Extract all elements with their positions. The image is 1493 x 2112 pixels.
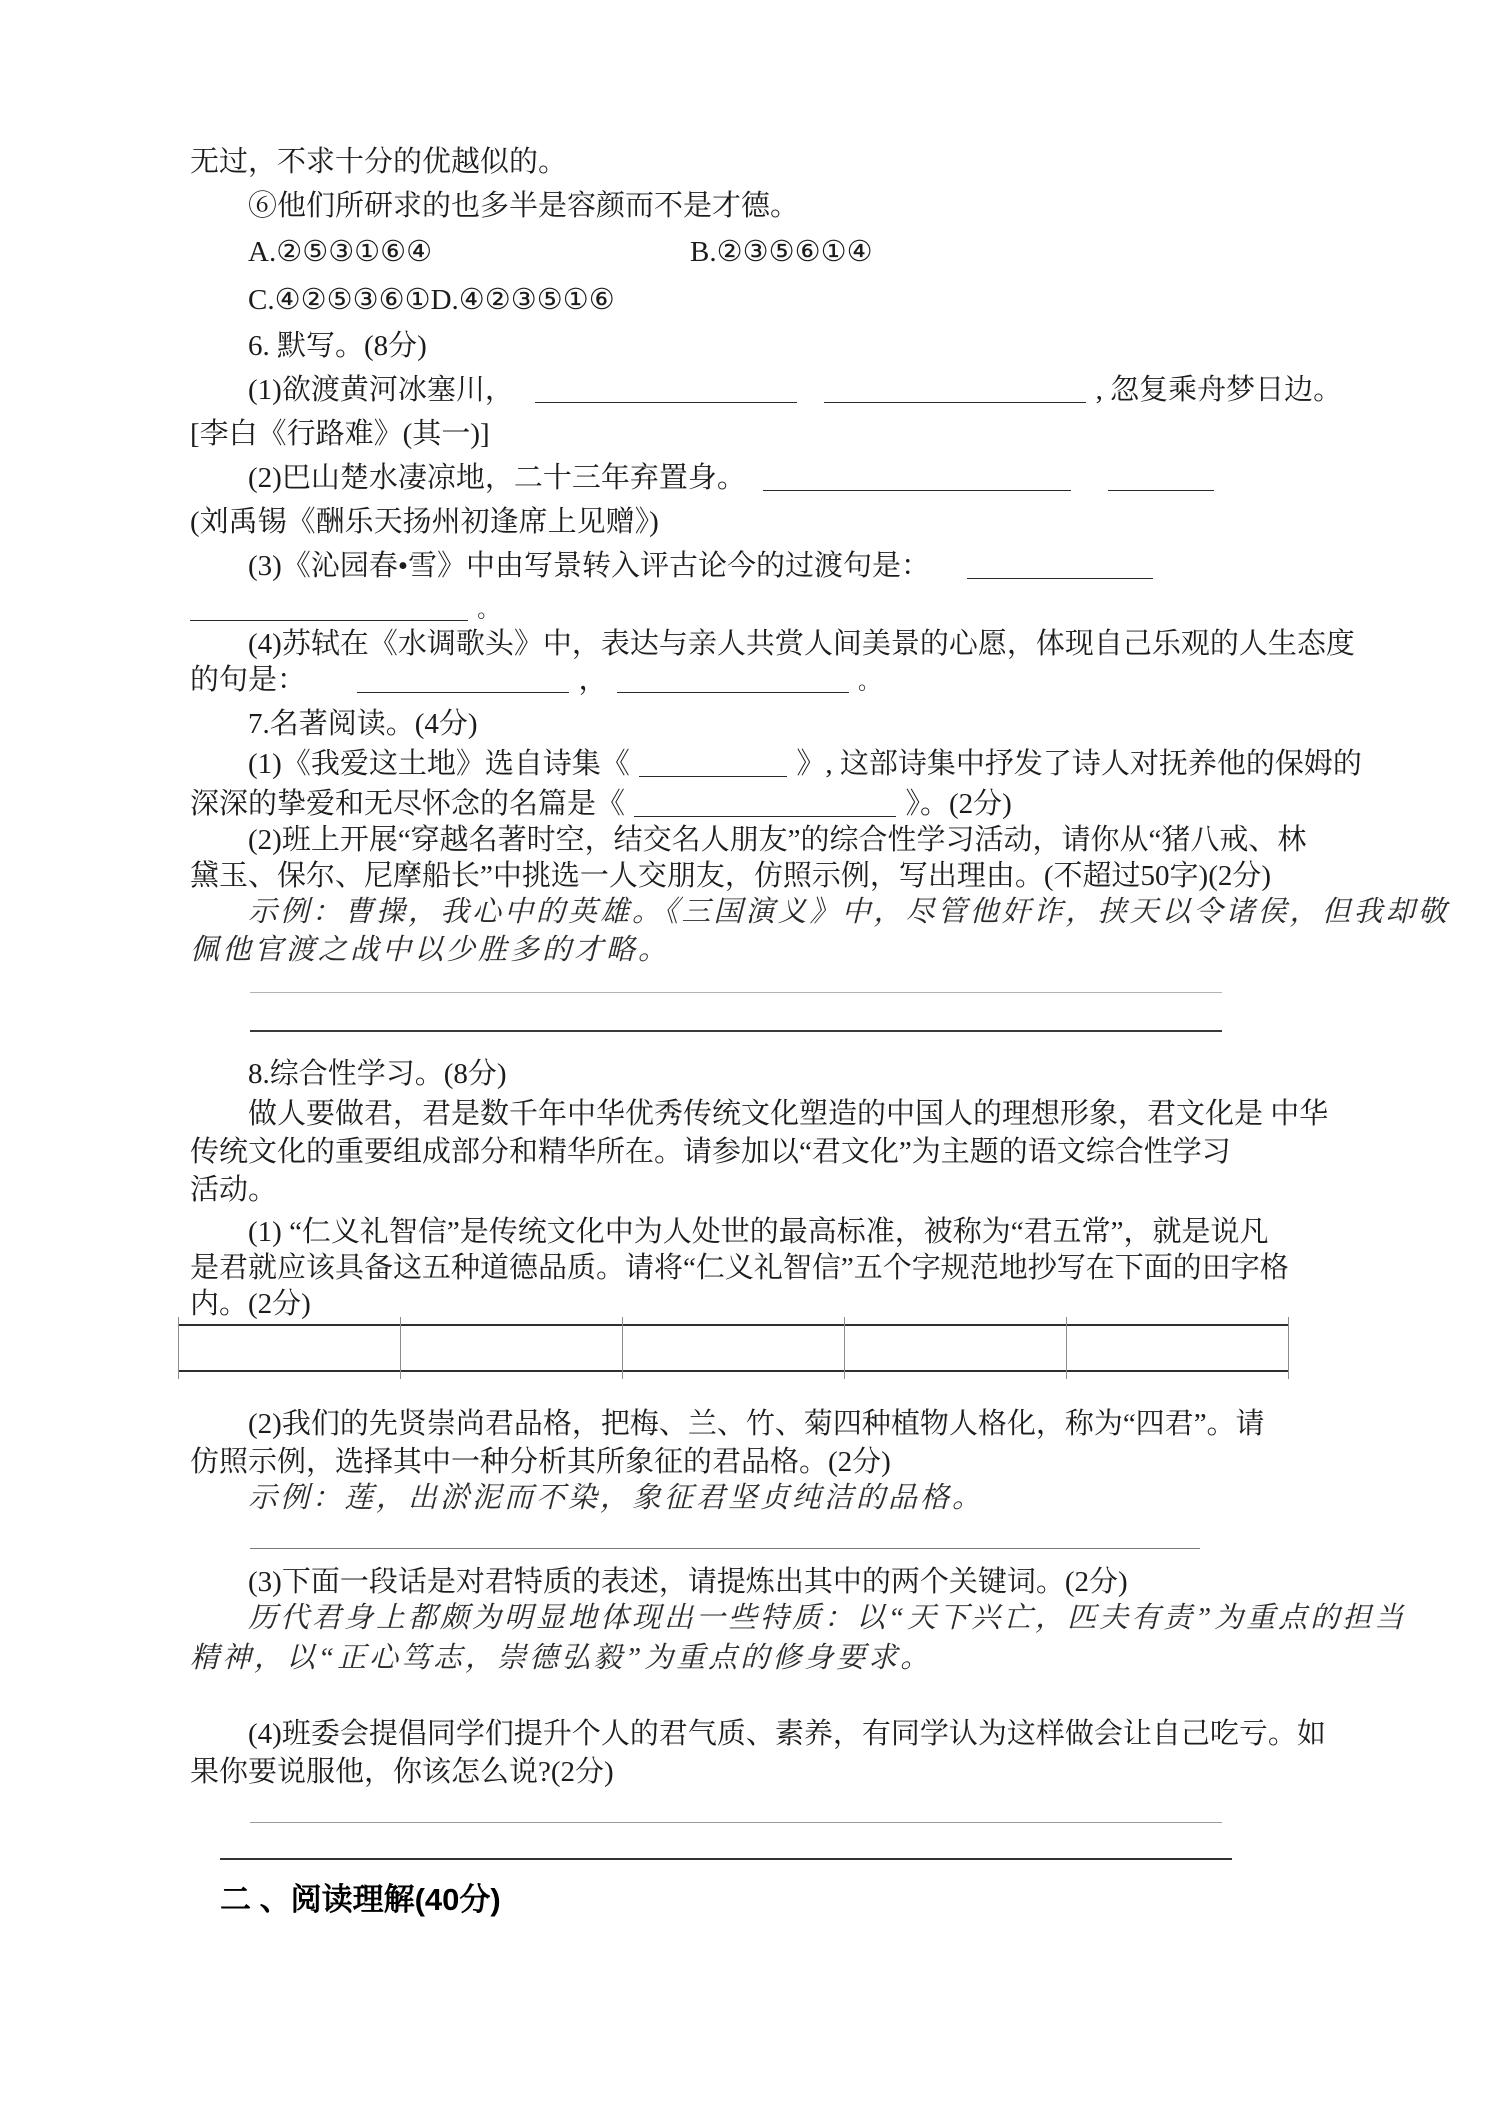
answer-line: [250, 1030, 1222, 1032]
q8-item2-line1: (2)我们的先贤崇尚君品格，把梅、兰、竹、菊四种植物人格化，称为“四君”。请: [248, 1408, 1265, 1440]
q7-item1-mid: 》, 这部诗集中抒发了诗人对抚养他的保姆的: [796, 748, 1362, 780]
answer-line: [250, 992, 1222, 993]
answer-blank: [639, 776, 787, 777]
q6-item4-line2: [190, 660, 880, 702]
q6-title: 6. 默写。(8分): [248, 330, 427, 362]
q8-item1-line1: (1) “仁义礼智信”是传统文化中为人处世的最高标准，被称为“君五常”，就是说凡: [248, 1216, 1269, 1248]
q5-stem-tail: 无过，不求十分的优越似的。: [190, 146, 568, 178]
q7-item1-pre: (1)《我爱这土地》选自诗集《: [248, 748, 630, 780]
q8-item1-line2: 是君就应该具备这五种道德品质。请将“仁义礼智信”五个字规范地抄写在下面的田字格: [190, 1252, 1289, 1284]
q6-item2-text: (2)巴山楚水凄凉地，二十三年弃置身。: [248, 462, 746, 494]
q7-example-line1: 示例：曹操，我心中的英雄。《三国演义》中，尽管他奸诈，挟天以令诸侯，但我却敬: [248, 896, 1450, 928]
q6-item4-comma: ，: [578, 664, 608, 696]
answer-blank: [617, 692, 849, 693]
grid-cell: [622, 1326, 844, 1370]
q5-option-a: A.②⑤③①⑥④: [248, 236, 433, 268]
grid-cell: [844, 1326, 1066, 1370]
q8-item4-line2: 果你要说服他，你该怎么说?(2分): [190, 1756, 614, 1788]
q6-item1-tail: , 忽复乘舟梦日边。: [1095, 374, 1343, 406]
q8-intro-line1: 做人要做君，君是数千年中华优秀传统文化塑造的中国人的理想形象，君文化是 中华: [248, 1098, 1329, 1130]
q6-item3: [190, 546, 1155, 586]
grid-cell: [178, 1326, 400, 1370]
q6-item4-period: 。: [858, 669, 881, 694]
q7-item2-line2: 黛玉、保尔、尼摩船长”中挑选一人交朋友，仿照示例，写出理由。(不超过50字)(2分): [190, 860, 1272, 892]
q7-example-line2: 佩他官渡之战中以少胜多的才略。: [190, 934, 671, 966]
q6-item1-source: [李白《行路难》(其一)]: [190, 418, 490, 450]
q6-item4-lead: 的句是：: [190, 664, 307, 696]
q5-options-ab: [190, 232, 1348, 272]
q5-sentence-6: ⑥他们所研求的也多半是容颜而不是才德。: [248, 190, 800, 222]
answer-blank: [967, 578, 1153, 579]
q8-item4-line1: (4)班委会提倡同学们提升个人的君气质、素养，有同学认为这样做会让自己吃亏。如: [248, 1718, 1326, 1750]
q7-item1-line1: [190, 744, 1362, 784]
answer-line: [220, 1858, 1232, 1860]
q8-item2-line2: 仿照示例，选择其中一种分析其所象征的君品格。(2分): [190, 1446, 891, 1478]
answer-line: [250, 1822, 1222, 1823]
writing-grid: [178, 1324, 1288, 1372]
q7-item1-line2-pre: 深深的挚爱和无尽怀念的名篇是《: [190, 788, 626, 820]
q8-title: 8.综合性学习。(8分): [248, 1058, 507, 1090]
answer-line: [250, 1548, 1200, 1549]
section-2-heading: 二 、阅读理解(40分): [220, 1882, 501, 1917]
answer-blank: [824, 402, 1086, 403]
q6-item1: [190, 370, 1342, 410]
q7-item1-line2-post: 》。(2分): [905, 788, 1012, 820]
answer-blank: [190, 620, 468, 621]
q7-item2-line1: (2)班上开展“穿越名著时空，结交名人朋友”的综合性学习活动，请你从“猪八戒、林: [248, 824, 1307, 856]
q7-item1-line2: [190, 784, 1012, 824]
q6-item3-text: (3)《沁园春•雪》中由写景转入评古论今的过渡句是：: [248, 550, 930, 582]
answer-blank: [763, 490, 1071, 491]
q8-item3-quote2: 精神，以“正心笃志，崇德弘毅”为重点的修身要求。: [190, 1642, 933, 1674]
q8-intro-line2: 传统文化的重要组成部分和精华所在。请参加以“君文化”为主题的语文综合性学习: [190, 1136, 1231, 1168]
q8-intro-line3: 活动。: [190, 1174, 278, 1206]
answer-blank: [357, 692, 569, 693]
grid-divider: [1288, 1317, 1289, 1379]
q5-options-cd: C.④②⑤③⑥①D.④②③⑤①⑥: [248, 284, 615, 316]
q8-item3-quote1: 历代君身上都颇为明显地体现出一些特质：以“天下兴亡，匹夫有责”为重点的担当: [248, 1602, 1407, 1634]
q8-item3-line1: (3)下面一段话是对君特质的表述，请提炼出其中的两个关键词。(2分): [248, 1566, 1128, 1598]
q6-item2: [190, 458, 1216, 498]
q5-option-b: B.②③⑤⑥①④: [690, 236, 873, 268]
q8-item1-line3: 内。(2分): [190, 1288, 311, 1320]
q8-item2-example: 示例：莲，出淤泥而不染，象征君坚贞纯洁的品格。: [248, 1482, 985, 1514]
answer-blank: [634, 816, 896, 817]
q7-title: 7.名著阅读。(4分): [248, 708, 478, 740]
answer-blank: [1108, 490, 1214, 491]
q6-item1-text: (1)欲渡黄河冰塞川，: [248, 374, 514, 406]
q6-item4-line1: (4)苏轼在《水调歌头》中，表达与亲人共赏人间美景的心愿，体现自己乐观的人生态度: [248, 628, 1355, 660]
answer-blank: [535, 402, 797, 403]
grid-cell: [400, 1326, 622, 1370]
grid-cell: [1066, 1326, 1288, 1370]
q6-item2-source: (刘禹锡《酬乐天扬州初逢席上见赠》): [190, 506, 659, 538]
q6-item3-period: 。: [477, 597, 500, 622]
